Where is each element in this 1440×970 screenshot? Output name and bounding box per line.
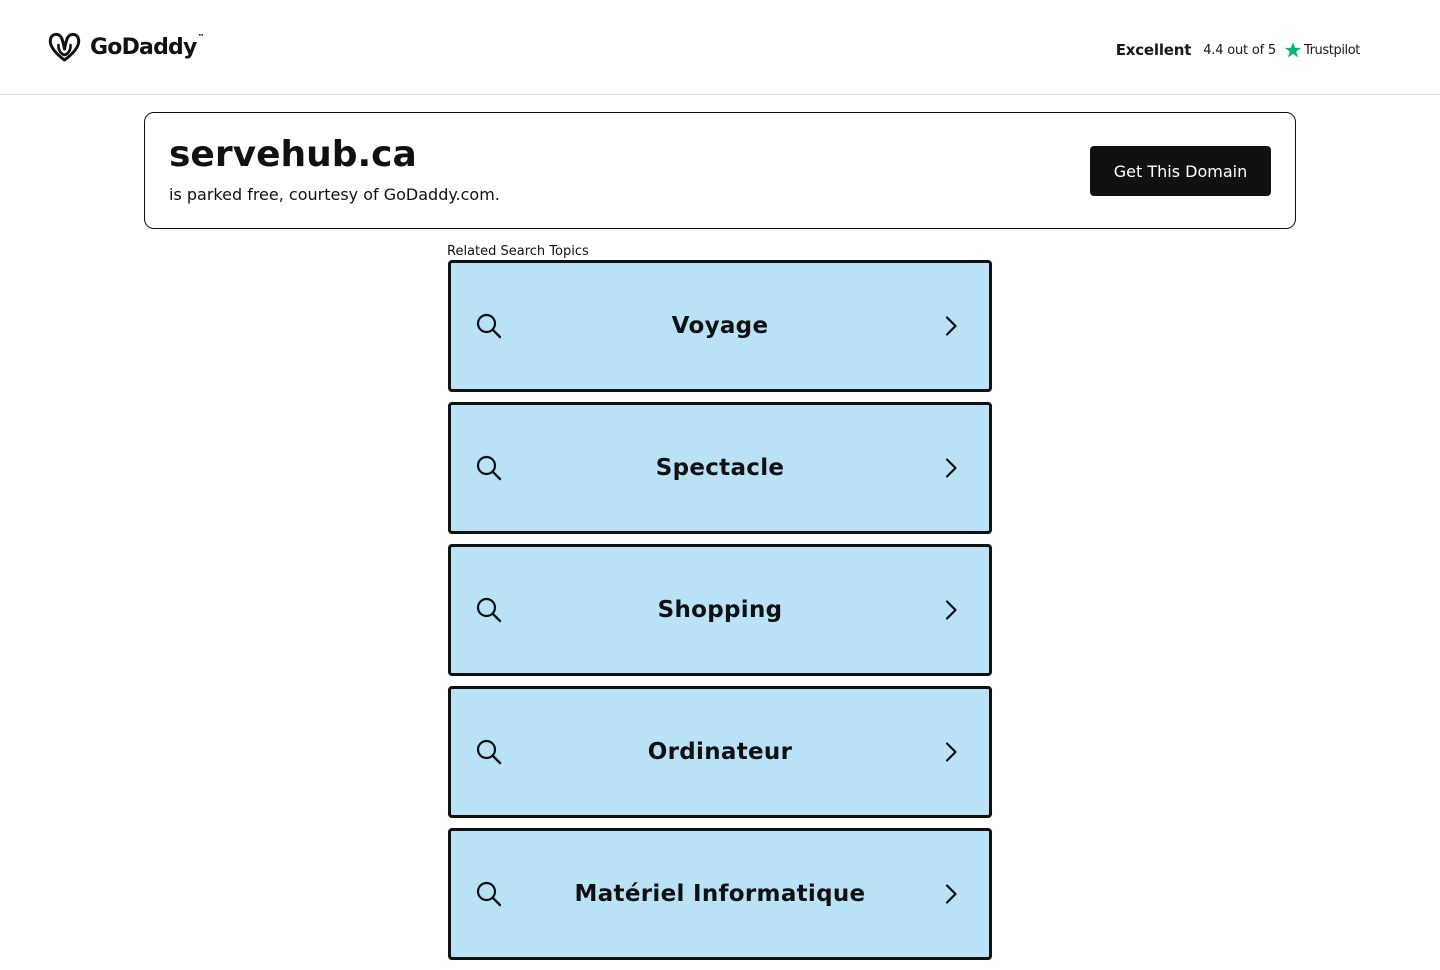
topic-item-spectacle[interactable] xyxy=(448,402,992,534)
rating-score: 4.4 out of 5 xyxy=(1203,42,1276,58)
chevron-right-icon xyxy=(939,882,963,906)
topic-label: Voyage xyxy=(671,313,769,339)
domain-subtitle: is parked free, courtesy of GoDaddy.com. xyxy=(169,185,500,204)
topic-item-ordinateur[interactable] xyxy=(448,686,992,818)
rating-word: Excellent xyxy=(1115,41,1192,59)
trustpilot-name: Trustpilot xyxy=(1303,42,1360,58)
topic-item-materiel-informatique[interactable] xyxy=(448,828,992,960)
godaddy-logo[interactable] xyxy=(47,31,204,63)
chevron-right-icon xyxy=(939,598,963,622)
chevron-right-icon xyxy=(939,314,963,338)
chevron-right-icon xyxy=(939,456,963,480)
topic-item-shopping[interactable] xyxy=(448,544,992,676)
godaddy-logo-icon xyxy=(47,31,82,63)
site-header xyxy=(0,0,1440,95)
topic-label: Ordinateur xyxy=(647,739,793,765)
related-topics-list xyxy=(448,260,992,970)
domain-card xyxy=(144,112,1296,229)
related-search-heading: Related Search Topics xyxy=(447,244,589,259)
trustpilot-rating[interactable] xyxy=(1116,38,1360,62)
topic-label: Spectacle xyxy=(655,455,785,481)
topic-label: Matériel Informatique xyxy=(574,881,866,907)
trustpilot-star-icon xyxy=(1284,41,1302,59)
topic-label: Shopping xyxy=(657,597,783,623)
get-this-domain-button[interactable]: Get This Domain xyxy=(1090,146,1271,196)
topic-item-voyage[interactable] xyxy=(448,260,992,392)
brand-name: GoDaddy™ xyxy=(90,32,204,60)
domain-name: servehub.ca xyxy=(169,134,417,175)
chevron-right-icon xyxy=(939,740,963,764)
